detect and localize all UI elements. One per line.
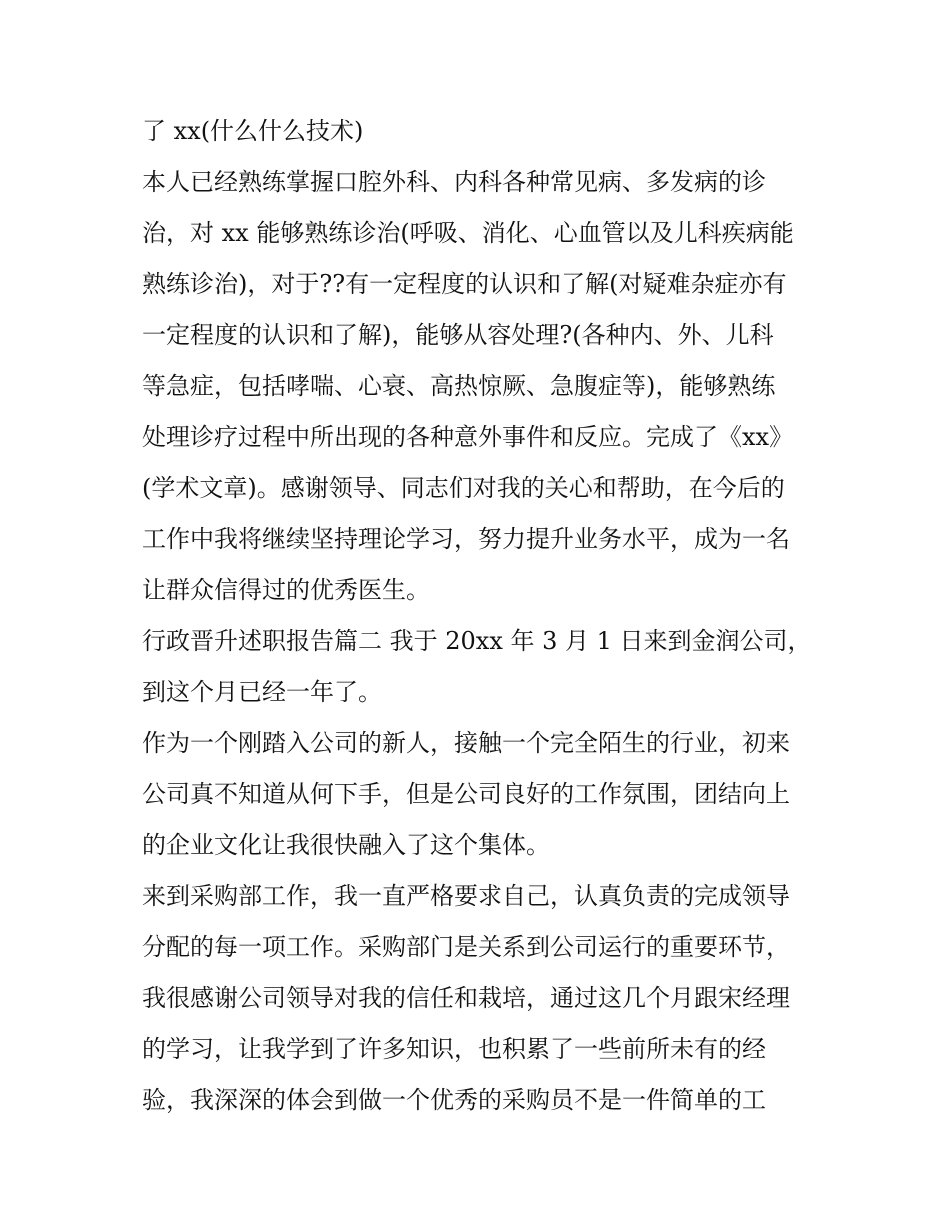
document-body	[142, 106, 822, 1126]
text-line: 治，对 xx 能够熟练诊治(呼吸、消化、心血管以及儿科疾病能	[142, 219, 794, 247]
text-line: 处理诊疗过程中所出现的各种意外事件和反应。完成了《xx》	[142, 423, 794, 451]
text-line: 作为一个刚踏入公司的新人，接触一个完全陌生的行业，初来	[142, 729, 790, 757]
text-line: 工作中我将继续坚持理论学习，努力提升业务水平，成为一名	[142, 525, 790, 553]
text-line: 本人已经熟练掌握口腔外科、内科各种常见病、多发病的诊	[142, 168, 766, 196]
text-line: 让群众信得过的优秀医生。	[142, 576, 430, 604]
text-line: 熟练诊治)，对于??有一定程度的认识和了解(对疑难杂症亦有	[142, 270, 787, 298]
text-line: 我很感谢公司领导对我的信任和栽培，通过这几个月跟宋经理	[142, 984, 790, 1012]
text-line: 行政晋升述职报告篇二 我于 20xx 年 3 月 1 日来到金润公司，	[142, 627, 812, 655]
text-line: 公司真不知道从何下手，但是公司良好的工作氛围，团结向上	[142, 780, 790, 808]
text-line: 了 xx(什么什么技术)	[142, 117, 364, 145]
text-line: (学术文章)。感谢领导、同志们对我的关心和帮助，在今后的	[142, 474, 785, 502]
text-line: 的学习，让我学到了许多知识，也积累了一些前所未有的经	[142, 1035, 766, 1063]
text-line: 分配的每一项工作。采购部门是关系到公司运行的重要环节，	[142, 933, 790, 961]
text-line: 等急症，包括哮喘、心衰、高热惊厥、急腹症等)，能够熟练	[142, 372, 776, 400]
text-line: 来到采购部工作，我一直严格要求自己，认真负责的完成领导	[142, 882, 790, 910]
text-line: 验，我深深的体会到做一个优秀的采购员不是一件简单的工	[142, 1086, 766, 1114]
text-line: 的企业文化让我很快融入了这个集体。	[142, 831, 550, 859]
text-line: 到这个月已经一年了。	[142, 678, 382, 706]
text-line: 一定程度的认识和了解)，能够从容处理?(各种内、外、儿科	[142, 321, 774, 349]
